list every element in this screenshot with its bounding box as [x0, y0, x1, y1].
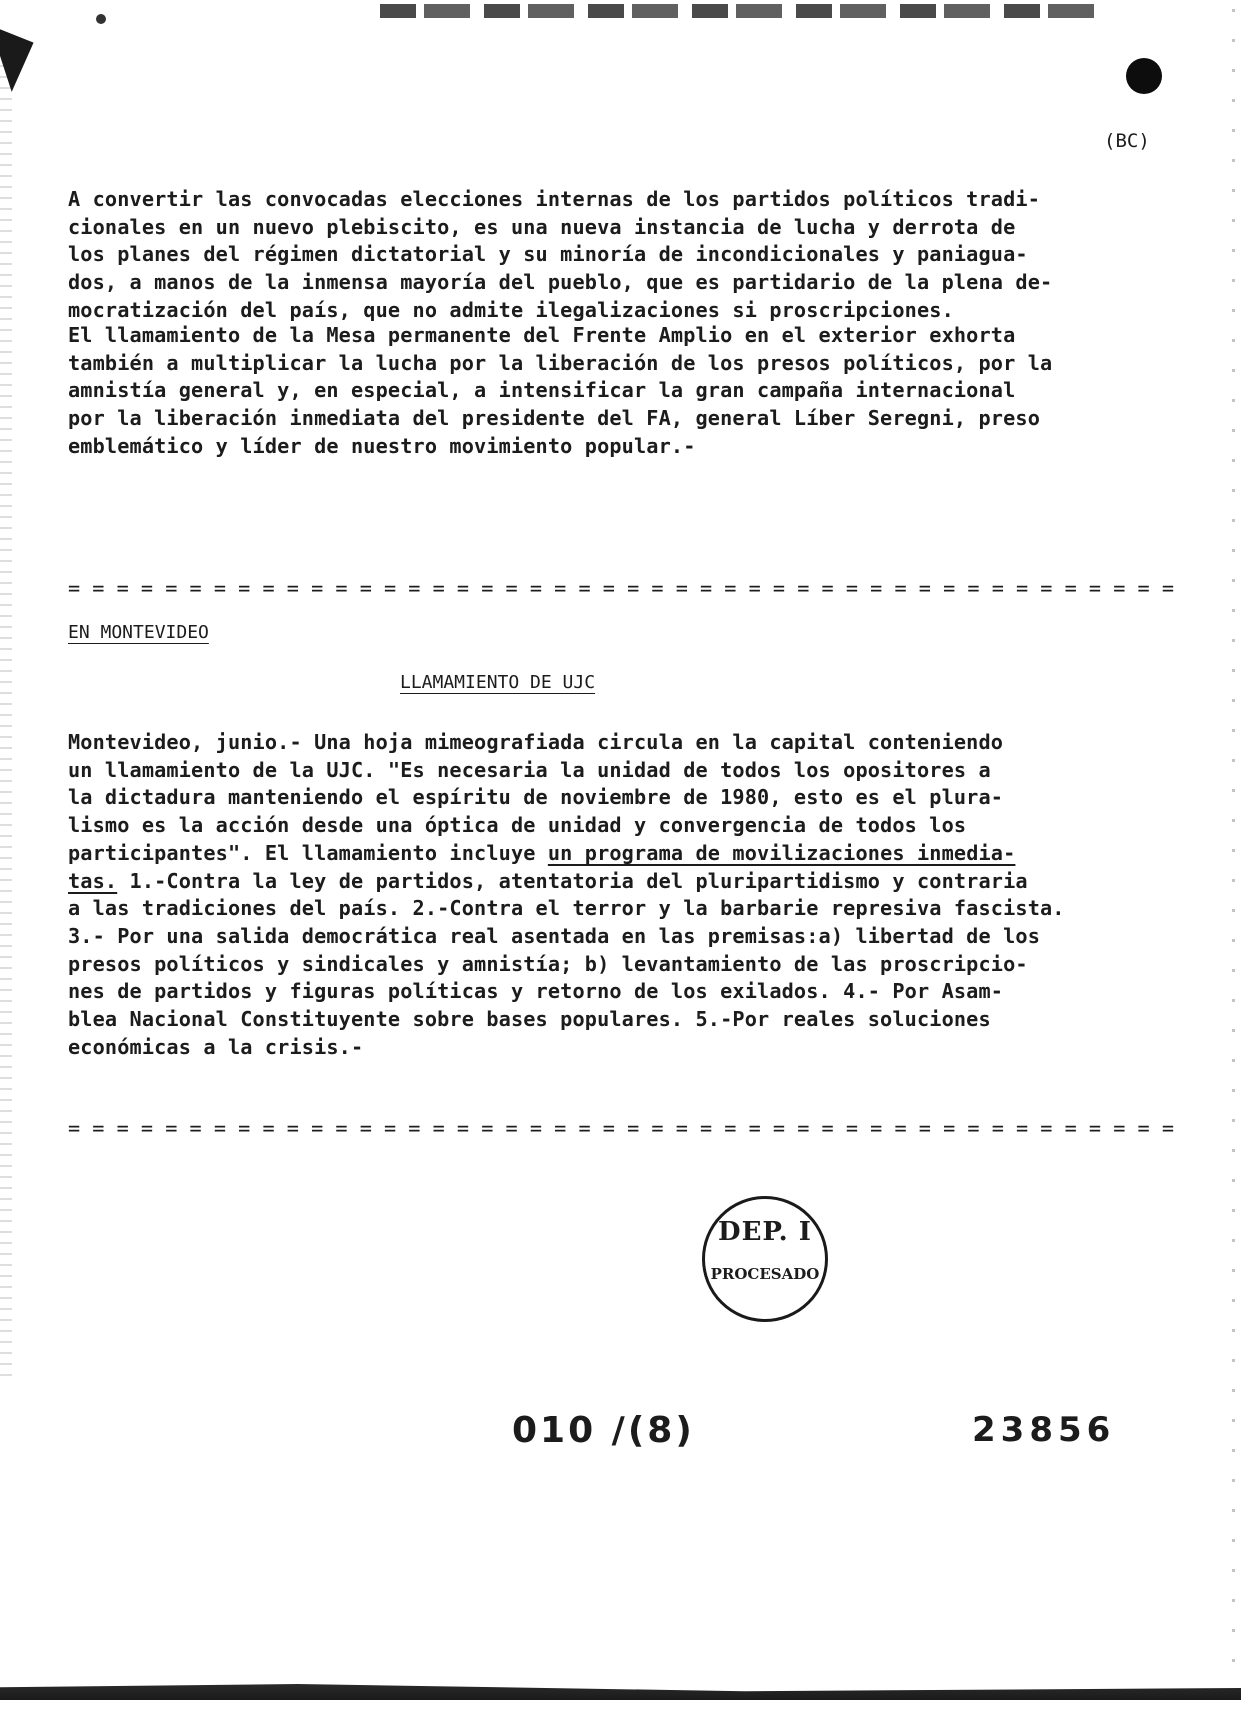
- text-line: nes de partidos y figuras políticas y retorno de los exilados. 4.- Por Asam-: [68, 979, 1004, 1004]
- text-line: 3.- Por una salida democrática real asentada en las premisas:a) libertad de los: [68, 923, 1041, 948]
- separator-line: = = = = = = = = = = = = = = = = = = = = = = = = = = = = = = = = = = = = = = = = = = = = = =: [68, 1116, 1175, 1140]
- text-line: por la liberación inmediata del presidente del FA, general Líber Seregni, preso: [68, 406, 1041, 431]
- processed-stamp: [702, 1196, 828, 1322]
- text-line: también a multiplicar la lucha por la liberación de los presos políticos, por la: [68, 350, 1053, 375]
- scan-corner-dot: [96, 14, 106, 24]
- article-title: LLAMAMIENTO DE UJC: [400, 672, 596, 693]
- reference-code: (BC): [1104, 130, 1150, 152]
- text-line: lismo es la acción desde una óptica de unidad y convergencia de todos los: [68, 813, 967, 838]
- underlined-text: un programa de movilizaciones inmedia-: [547, 840, 1016, 865]
- text-line: dos, a manos de la inmensa mayoría del pueblo, que es partidario de la plena de-: [68, 270, 1053, 295]
- text-line: blea Nacional Constituyente sobre bases populares. 5.-Por reales soluciones: [68, 1007, 991, 1032]
- scan-bottom-bar: [0, 1684, 1241, 1700]
- stamp-department: DEP. I: [718, 1217, 812, 1247]
- folio-number: 010 /(8): [512, 1410, 695, 1451]
- text-line: A convertir las convocadas elecciones internas de los partidos políticos tradi-: [68, 187, 1041, 211]
- text-line: económicas a la crisis.-: [68, 1034, 364, 1059]
- scan-edge-right: [1232, 0, 1235, 1719]
- scan-top-bar: [380, 4, 1100, 18]
- text-line: los planes del régimen dictatorial y su minoría de incondicionales y paniagua-: [68, 242, 1028, 267]
- text-line: emblemático y líder de nuestro movimiento popular.-: [68, 433, 696, 458]
- underlined-text: tas.: [68, 868, 118, 893]
- text-line: mocratización del país, que no admite ilegalizaciones si proscripciones.: [68, 297, 954, 322]
- text-line: cionales en un nuevo plebiscito, es una nueva instancia de lucha y derrota de: [68, 214, 1016, 239]
- scan-edge-left: [0, 60, 12, 1380]
- text-line: a las tradiciones del país. 2.-Contra el terror y la barbarie represiva fascista.: [68, 896, 1065, 921]
- text-line: participantes". El llamamiento incluye: [68, 840, 548, 865]
- punch-hole: [1126, 58, 1162, 94]
- paragraph-frente-amplio: [68, 322, 1208, 461]
- text-line: la dictadura manteniendo el espíritu de noviembre de 1980, esto es el plura-: [68, 785, 1004, 810]
- section-heading: EN MONTEVIDEO: [68, 622, 209, 643]
- separator-line: = = = = = = = = = = = = = = = = = = = = = = = = = = = = = = = = = = = = = = = = = = = = = =: [68, 576, 1175, 600]
- text-line: 1.-Contra la ley de partidos, atentatoria del pluripartidismo y contraria: [117, 868, 1028, 893]
- paragraph-ujc: [68, 729, 1208, 1061]
- text-line: Montevideo, junio.- Una hoja mimeografiada circula en la capital conteniendo: [68, 730, 1004, 754]
- text-line: El llamamiento de la Mesa permanente del Frente Amplio en el exterior exhorta: [68, 323, 1016, 347]
- paragraph-elections: [68, 186, 1208, 325]
- stamp-status: PROCESADO: [710, 1265, 820, 1283]
- document-number: 23856: [972, 1410, 1116, 1450]
- text-line: presos políticos y sindicales y amnistía; b) levantamiento de las proscripcio-: [68, 951, 1028, 976]
- text-line: un llamamiento de la UJC. "Es necesaria la unidad de todos los opositores a: [68, 757, 991, 782]
- text-line: amnistía general y, en especial, a intensificar la gran campaña internacional: [68, 378, 1016, 403]
